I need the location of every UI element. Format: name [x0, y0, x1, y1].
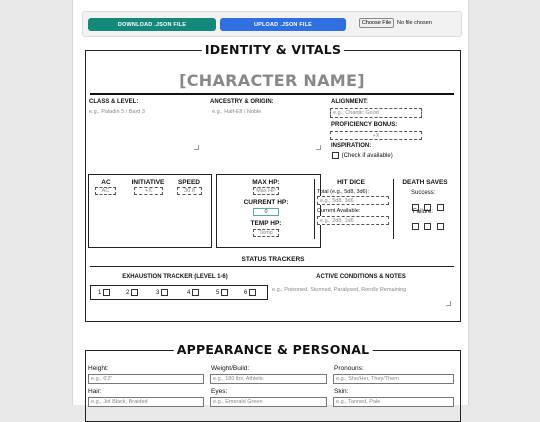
- file-toolbar: [82, 11, 462, 37]
- pronouns-placeholder: e.g., She/Her, They/Them: [336, 376, 399, 382]
- identity-vitals-section: [85, 42, 461, 322]
- hit-dice-total-placeholder: e.g., 5d8, 3d6: [320, 197, 354, 204]
- hit-dice-total-input[interactable]: [317, 196, 389, 205]
- exhaustion-title: EXHAUSTION TRACKER (LEVEL 1-6): [122, 274, 228, 280]
- exhaustion-checkbox[interactable]: [192, 289, 199, 296]
- ancestry-label: ANCESTRY & ORIGIN:: [210, 99, 274, 105]
- death-saves-label: DEATH SAVES: [402, 179, 448, 186]
- ac-placeholder: AC: [101, 188, 110, 194]
- failure-checkbox[interactable]: [412, 223, 419, 230]
- character-name-input[interactable]: [CHARACTER NAME]: [90, 69, 454, 95]
- failure-checkboxes: [412, 218, 445, 236]
- max-hp-placeholder: Max HP: [256, 188, 276, 194]
- height-placeholder: e.g., 6'2": [91, 376, 113, 382]
- pronouns-label: Pronouns:: [334, 365, 364, 372]
- download-json-button[interactable]: DOWNLOAD .JSON FILE: [88, 18, 216, 31]
- current-hp-value: 0: [264, 209, 268, 215]
- height-label: Height:: [88, 365, 109, 372]
- inspiration-option[interactable]: [332, 152, 393, 159]
- exhaustion-level-2[interactable]: [126, 289, 139, 296]
- temp-hp-input[interactable]: [253, 229, 279, 237]
- hit-dice-total-label: Total (e.g., 5d8, 3d6):: [317, 189, 369, 195]
- identity-section-title: IDENTITY & VITALS: [202, 42, 344, 57]
- exhaustion-tracker: [90, 285, 268, 300]
- exhaustion-checkbox[interactable]: [221, 289, 228, 296]
- alignment-placeholder: e.g., Chaotic Good: [333, 110, 379, 116]
- pronouns-input[interactable]: [333, 374, 454, 384]
- class-level-label: CLASS & LEVEL:: [89, 99, 139, 105]
- inspiration-label: INSPIRATION:: [331, 143, 372, 149]
- class-level-textarea[interactable]: [89, 109, 199, 149]
- alignment-input[interactable]: [330, 108, 422, 118]
- character-sheet-page: [72, 0, 469, 405]
- file-status-text: No file chosen: [397, 20, 432, 26]
- weight-label: Weight/Build:: [211, 365, 250, 372]
- divider: [393, 179, 394, 239]
- current-hp-label: CURRENT HP:: [243, 199, 289, 206]
- resize-handle-icon[interactable]: [446, 301, 451, 306]
- failure-checkbox[interactable]: [424, 223, 431, 230]
- weight-placeholder: e.g., 180 lbs, Athletic: [213, 376, 264, 382]
- class-level-placeholder: e.g., Paladin 5 / Bard 3: [89, 109, 145, 115]
- ac-label: AC: [101, 179, 111, 186]
- inspiration-check-label: (Check if available): [341, 153, 393, 160]
- max-hp-input[interactable]: [253, 187, 279, 195]
- divider: [90, 266, 454, 267]
- eyes-label: Eyes:: [211, 388, 228, 395]
- current-hp-input[interactable]: [253, 208, 279, 216]
- skin-input[interactable]: [333, 397, 454, 407]
- conditions-title: ACTIVE CONDITIONS & NOTES: [316, 274, 406, 280]
- skin-placeholder: e.g., Tanned, Pale: [336, 399, 381, 405]
- exhaustion-level-label: 6: [244, 289, 248, 296]
- exhaustion-checkbox[interactable]: [161, 289, 168, 296]
- inspiration-checkbox[interactable]: [332, 152, 339, 159]
- hair-input[interactable]: [88, 397, 204, 407]
- divider: [314, 179, 315, 239]
- exhaustion-level-label: 3: [156, 289, 160, 296]
- alignment-label: ALIGNMENT:: [331, 99, 368, 105]
- proficiency-placeholder: +X: [372, 132, 380, 139]
- weight-input[interactable]: [210, 374, 327, 384]
- hit-dice-current-placeholder: e.g., 2d8, 1d6: [320, 217, 354, 224]
- initiative-label: INITIATIVE: [131, 179, 165, 186]
- initiative-placeholder: +X: [145, 188, 152, 194]
- conditions-textarea[interactable]: [272, 287, 452, 307]
- exhaustion-level-5[interactable]: [216, 289, 229, 296]
- appearance-section: [85, 342, 461, 422]
- conditions-placeholder: e.g., Poisoned, Stunned, Paralysed, Rerolls Remaining: [272, 287, 407, 293]
- exhaustion-checkbox[interactable]: [131, 289, 138, 296]
- resize-handle-icon[interactable]: [316, 145, 321, 150]
- eyes-placeholder: e.g., Emerald Green: [213, 399, 263, 405]
- height-input[interactable]: [88, 374, 204, 384]
- hit-dice-current-label: Current Available:: [317, 208, 361, 214]
- exhaustion-level-label: 2: [126, 289, 130, 296]
- hit-dice-current-input[interactable]: [317, 216, 389, 225]
- exhaustion-level-label: 4: [187, 289, 191, 296]
- choose-file-button[interactable]: Choose File: [359, 18, 394, 28]
- resize-handle-icon[interactable]: [194, 145, 199, 150]
- exhaustion-level-label: 1: [98, 289, 102, 296]
- success-label: Success:: [411, 190, 436, 196]
- exhaustion-level-4[interactable]: [187, 289, 200, 296]
- skin-label: Skin:: [334, 388, 349, 395]
- proficiency-input[interactable]: [330, 131, 422, 140]
- initiative-input[interactable]: [134, 187, 163, 195]
- exhaustion-level-6[interactable]: [244, 289, 257, 296]
- upload-json-button[interactable]: UPLOAD .JSON FILE: [220, 18, 346, 31]
- speed-input[interactable]: [177, 187, 202, 195]
- speed-label: SPEED: [177, 179, 201, 186]
- ancestry-placeholder: e.g., Half-Elf / Noble: [212, 109, 262, 115]
- ancestry-textarea[interactable]: [212, 109, 322, 149]
- success-checkbox[interactable]: [437, 204, 444, 211]
- failure-checkbox[interactable]: [437, 223, 444, 230]
- exhaustion-level-label: 5: [216, 289, 220, 296]
- appearance-section-title: APPEARANCE & PERSONAL: [174, 342, 373, 357]
- speed-placeholder: 30 ft: [184, 188, 195, 194]
- status-trackers-title: STATUS TRACKERS: [241, 256, 305, 263]
- hair-placeholder: e.g., Jet Black, Braided: [91, 399, 148, 405]
- exhaustion-checkbox[interactable]: [103, 289, 110, 296]
- temp-hp-placeholder: Temp: [259, 230, 273, 236]
- eyes-input[interactable]: [210, 397, 327, 407]
- failure-label: Failure:: [413, 209, 434, 215]
- ac-input[interactable]: [95, 187, 116, 195]
- hit-dice-label: HIT DICE: [337, 179, 365, 186]
- proficiency-label: PROFICIENCY BONUS:: [331, 122, 398, 128]
- hair-label: Hair:: [88, 388, 102, 395]
- exhaustion-level-1[interactable]: [98, 289, 111, 296]
- exhaustion-level-3[interactable]: [156, 289, 169, 296]
- exhaustion-checkbox[interactable]: [249, 289, 256, 296]
- temp-hp-label: TEMP HP:: [250, 220, 282, 227]
- max-hp-label: MAX HP:: [252, 179, 280, 186]
